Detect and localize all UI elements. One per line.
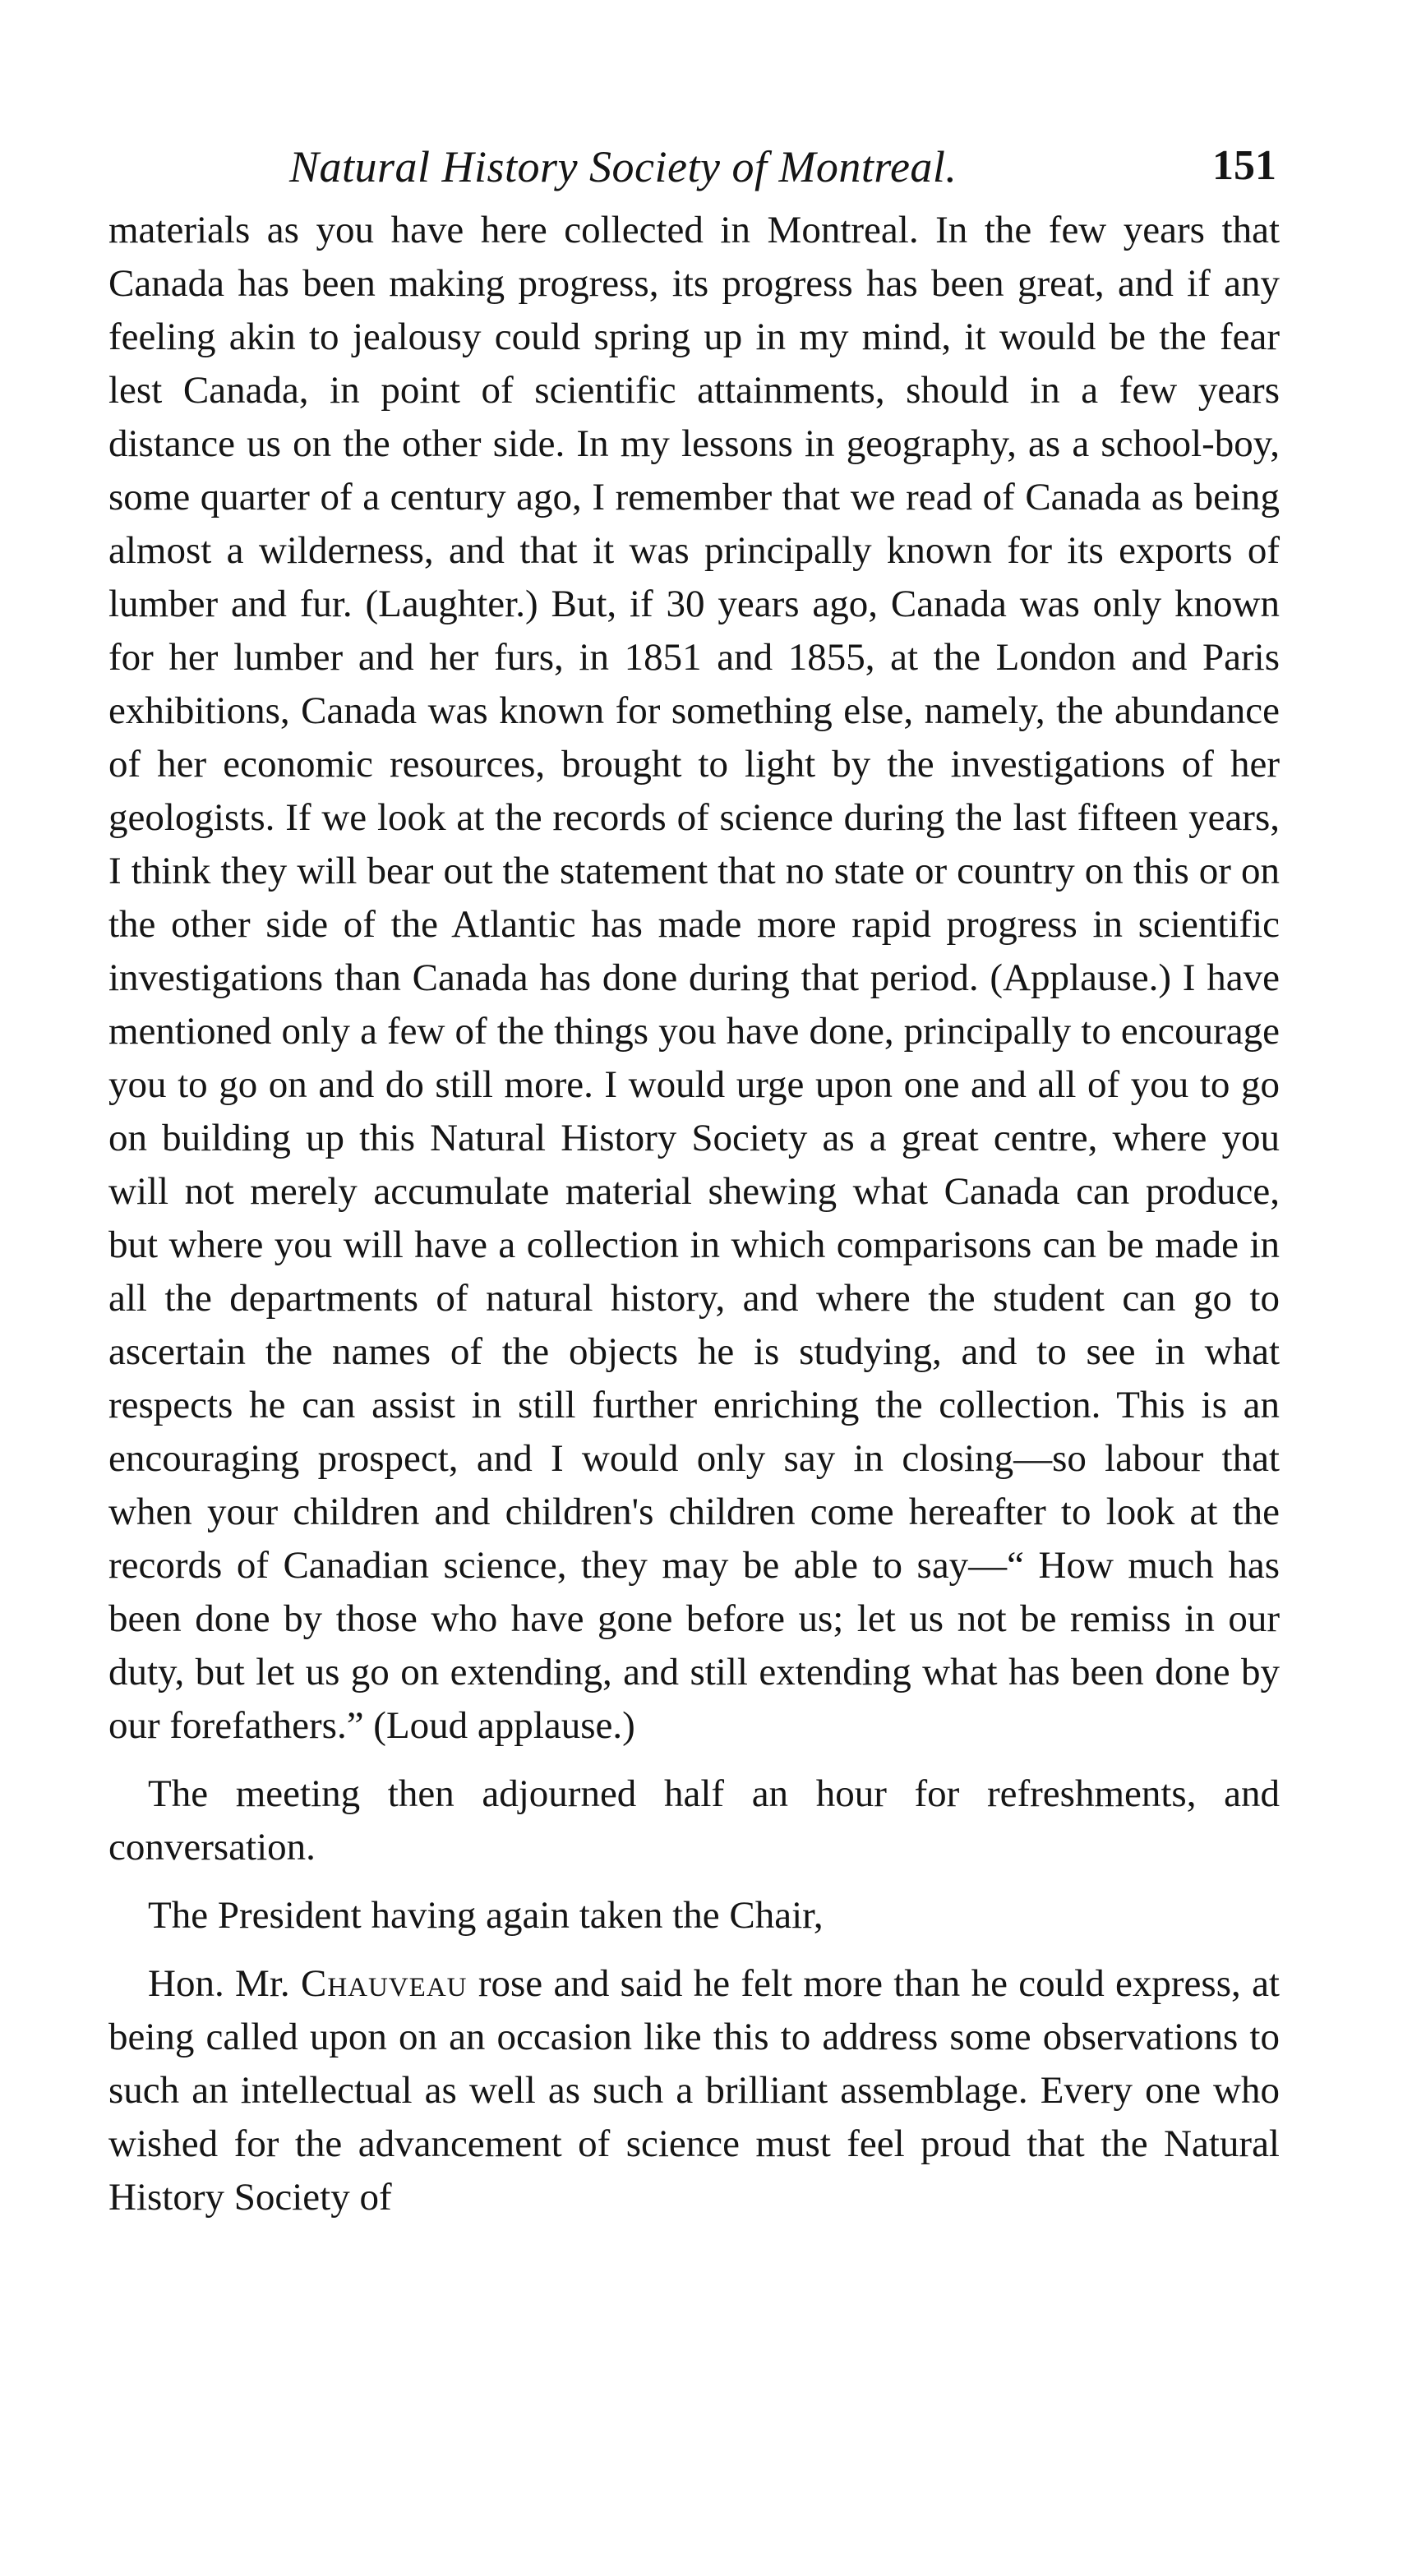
page-header (108, 123, 1280, 197)
running-title: Natural History Society of Montreal. (289, 142, 957, 191)
paragraph-speech-continued: materials as you have here collected in Montreal. In the few years that Canada has been making progress, its progress has been great, and if any feeling akin to jealousy could spring up in my mind, it would be the fear lest Canada, in point of scientific attainments, should in a few years distance us on the other side. In my lessons in geography, as a school-boy, some quarter of a century ago, I remember that we read of Canada as being almost a wilderness, and that it was principally known for its exports of lumber and fur. (Laughter.) But, if 30 years ago, Canada was only known for her lumber and her furs, in 1851 and 1855, at the London and Paris exhibitions, Canada was known for something else, namely, the abundance of her economic resources, brought to light by the investigations of her geologists. If we look at the records of science during the last fifteen years, I think they will bear out the statement that no state or country on this or on the other side of the Atlantic has made more rapid progress in scientific investigations than Canada has done during that period. (Applause.) I have mentioned only a few of the things you have done, principally to encourage you to go on and do still more. I would urge upon one and all of you to go on building up this Natural History Society as a great centre, where you will not merely accumulate material shewing what Canada can produce, but where you will have a collection in which comparisons can be made in all the departments of natural history, and where the student can go to ascertain the names of the objects he is studying, and to see in what respects he can assist in still further enriching the collection. This is an encouraging prospect, and I would only say in closing—so labour that when your children and children's children come hereafter to look at the records of Canadian science, they may be able to say—“ How much has been done by those who have gone before us; let us not be remiss in our duty, but let us go on extending, and still extending what has been done by our forefathers.” (Loud applause.) (108, 209, 1280, 1747)
speaker-name: Chauveau (300, 1962, 468, 2005)
book-page (108, 123, 1280, 2224)
paragraph-chauveau-text: rose and said he felt more than he could express, at being called upon on an occasion like this to address some observations to such an intellectual as well as such a brilliant assemblage. Every one who wished for the advancement of science must feel proud that the Natural History Society of (108, 1962, 1280, 2219)
page-number: 151 (1212, 142, 1276, 189)
paragraph-adjournment: The meeting then adjourned half an hour for refreshments, and conversation. (108, 1772, 1280, 1869)
paragraph-president-chair: The President having again taken the Chair, (148, 1894, 824, 1937)
page-body (108, 204, 1280, 2224)
paragraph-chauveau (108, 1957, 1280, 2224)
speaker-prefix: Hon. Mr. (148, 1962, 301, 2005)
